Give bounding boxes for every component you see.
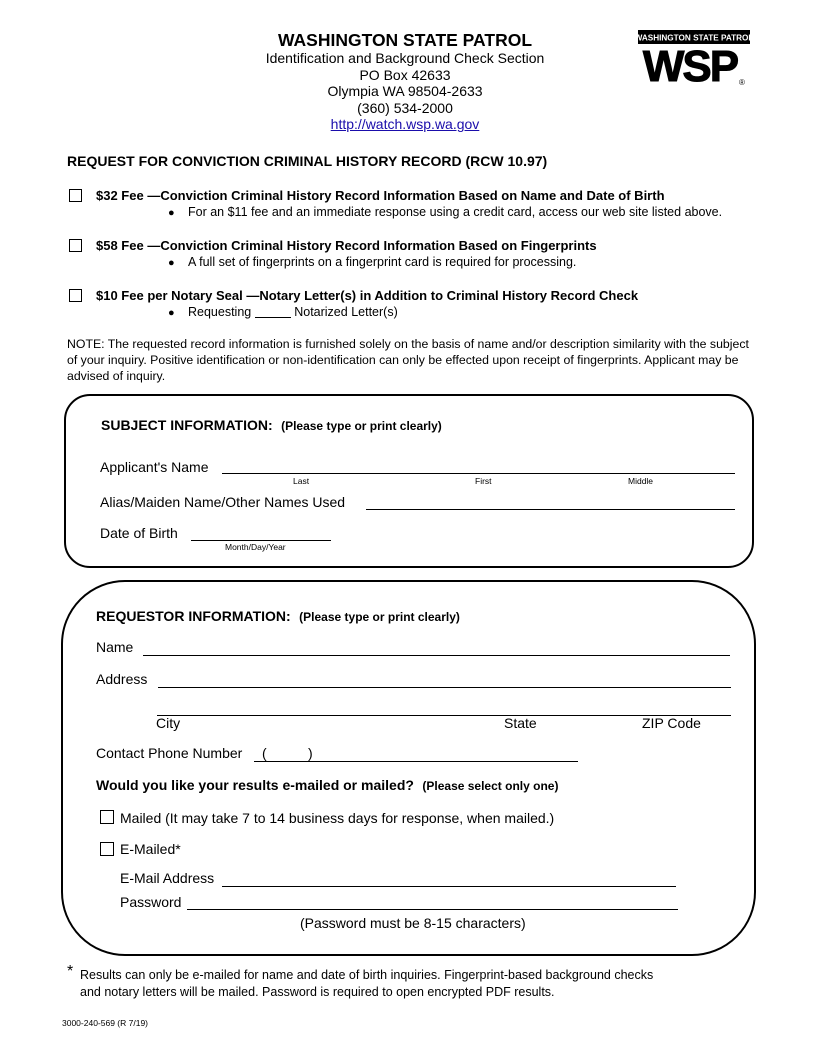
applicant-name-label: Applicant's Name (100, 459, 209, 475)
mailed-checkbox[interactable] (100, 810, 114, 824)
option-32-bullet: ● For an $11 fee and an immediate response using a credit card, access our web site listed above. (168, 205, 723, 219)
option-32-bullet-text: For an $11 fee and an immediate response using a credit card, access our web site listed above. (188, 205, 723, 219)
phone-number: (360) 534-2000 (357, 99, 453, 116)
middle-name-hint: Middle (628, 476, 654, 486)
emailed-checkbox[interactable] (100, 842, 114, 856)
state-hint: State (504, 715, 537, 731)
phone-label: Contact Phone Number (96, 745, 243, 761)
option-58-bullet-text: A full set of fingerprints on a fingerprint card is required for processing. (188, 255, 577, 269)
alias-label: Alias/Maiden Name/Other Names Used (100, 494, 346, 510)
dob-label: Date of Birth (100, 525, 178, 541)
phone-paren-open: ( (262, 745, 267, 761)
password-field[interactable] (187, 909, 678, 910)
email-address-label: E-Mail Address (120, 870, 215, 886)
po-box: PO Box 42633 (359, 66, 451, 83)
option-notary-fee: $10 Fee per Notary Seal (96, 288, 243, 303)
option-58-checkbox[interactable] (69, 239, 82, 252)
mailed-label: Mailed (It may take 7 to 14 business days for response, when mailed.) (120, 810, 555, 826)
notary-count-field[interactable] (255, 317, 291, 318)
city-hint: City (156, 715, 181, 731)
address-label: Address (96, 671, 148, 687)
option-32-checkbox[interactable] (69, 189, 82, 202)
footnote-star: * (67, 963, 74, 980)
option-notary-checkbox[interactable] (69, 289, 82, 302)
requestor-heading (96, 608, 460, 626)
option-notary-desc: Notary Letter(s) in Addition to Criminal History Record Check (259, 288, 639, 303)
website-link[interactable]: http://watch.wsp.wa.gov (330, 116, 480, 132)
city-state-zip: Olympia WA 98504-2633 (327, 83, 483, 99)
option-58-bullet: ● A full set of fingerprints on a fingerprint card is required for processing. (168, 255, 577, 269)
notary-letters-label: Notarized Letter(s) (294, 305, 398, 319)
logo-letters: WSP (642, 42, 738, 88)
subject-hint: (Please type or print clearly) (281, 419, 442, 433)
emailed-label: E-Mailed* (120, 841, 181, 857)
requestor-name-label: Name (96, 639, 134, 655)
phone-paren-close: ) (308, 745, 313, 761)
wsp-logo (638, 30, 750, 88)
delivery-hint: (Please select only one) (422, 779, 559, 793)
alias-field[interactable] (366, 509, 735, 510)
option-58-desc: Conviction Criminal History Record Information Based on Fingerprints (160, 238, 597, 253)
option-58: $58 Fee —Conviction Criminal History Record Information Based on Fingerprints (96, 238, 597, 253)
email-address-field[interactable] (222, 886, 676, 887)
option-32: $32 Fee —Conviction Criminal History Record Information Based on Name and Date of Birth (96, 188, 665, 203)
option-notary-bullet: ● Requesting Notarized Letter(s) (168, 305, 398, 319)
requestor-hint: (Please type or print clearly) (299, 610, 460, 624)
footnote-line-1: Results can only be e-mailed for name and date of birth inquiries. Fingerprint-based background checks (80, 968, 654, 982)
option-58-fee: $58 Fee (96, 238, 144, 253)
subject-heading (101, 417, 442, 435)
subject-title: SUBJECT INFORMATION: (101, 417, 273, 433)
phone-field[interactable] (254, 761, 578, 762)
last-name-hint: Last (293, 476, 310, 486)
delivery-question: Would you like your results e-mailed or mailed? (96, 777, 414, 793)
delivery-question-row (96, 777, 558, 795)
footnote-line-2: and notary letters will be mailed. Password is required to open encrypted PDF results. (80, 984, 555, 999)
logo-banner-text: WASHINGTON STATE PATROL (638, 33, 750, 43)
dob-hint: Month/Day/Year (225, 542, 286, 552)
agency-title: WASHINGTON STATE PATROL (277, 30, 533, 50)
zip-hint: ZIP Code (642, 715, 701, 731)
requestor-title: REQUESTOR INFORMATION: (96, 608, 291, 624)
option-32-fee: $32 Fee (96, 188, 144, 203)
section-name: Identification and Background Check Section (265, 50, 545, 66)
password-label: Password (120, 894, 182, 910)
request-title: REQUEST FOR CONVICTION CRIMINAL HISTORY RECORD (RCW 10.97) (67, 153, 548, 169)
option-32-desc: Conviction Criminal History Record Information Based on Name and Date of Birth (160, 188, 665, 203)
applicant-name-field[interactable] (222, 473, 735, 474)
notary-requesting-label: Requesting (188, 305, 252, 319)
requestor-name-field[interactable] (143, 655, 730, 656)
dob-field[interactable] (191, 540, 331, 541)
agency-header (200, 30, 610, 133)
logo-registered: ® (739, 78, 745, 87)
footnote (80, 967, 653, 1000)
password-hint: (Password must be 8-15 characters) (300, 915, 526, 931)
form-number: 3000-240-569 (R 7/19) (62, 1018, 149, 1028)
address-field[interactable] (158, 687, 731, 688)
first-name-hint: First (475, 476, 492, 486)
option-notary: $10 Fee per Notary Seal —Notary Letter(s) in Addition to Criminal History Record Check (96, 288, 639, 303)
note-text: NOTE: The requested record information is furnished solely on the basis of name and/or description similarity with the subject of your inquiry. Positive identification or non-identification can only be effected upon receipt of fingerprints. Applicant may be advised of inquiry. (67, 337, 749, 383)
